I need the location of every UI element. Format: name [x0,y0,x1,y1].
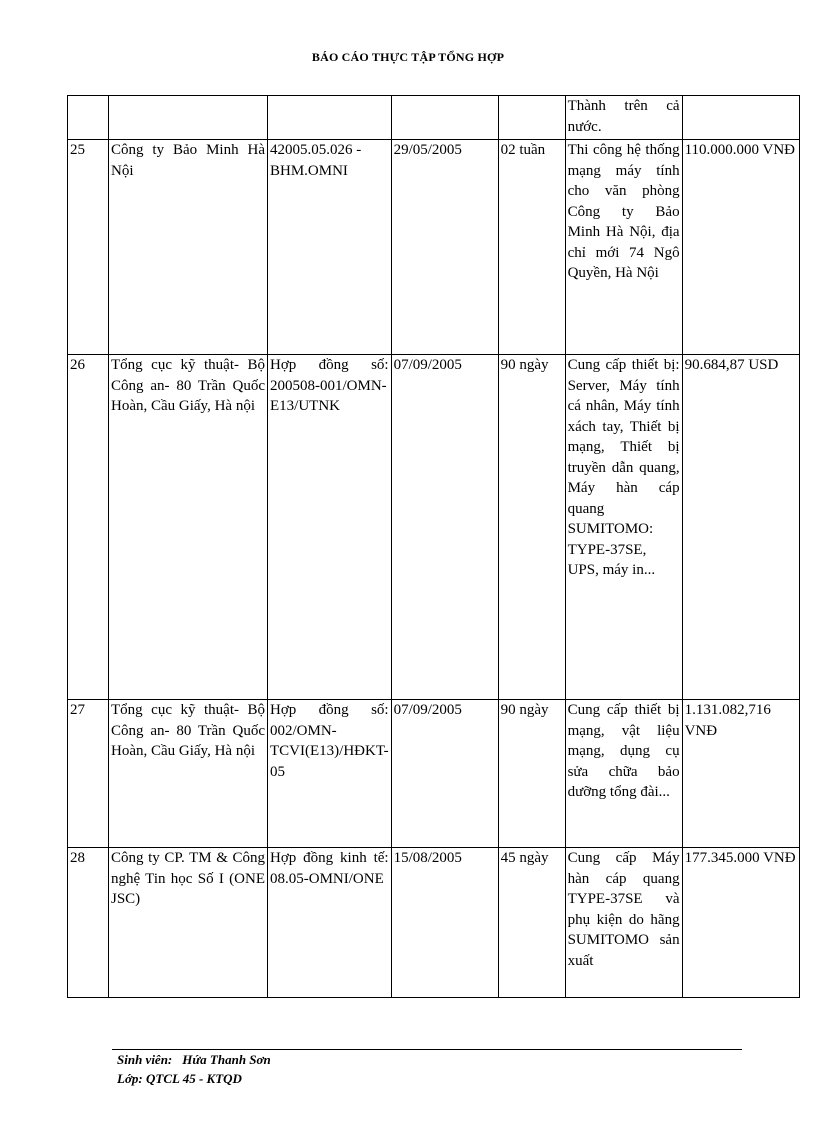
duration-cell: 45 ngày [498,848,565,998]
description-cell: Thi công hệ thống mạng máy tính cho văn phòng Công ty Bảo Minh Hà Nội, địa chỉ mới 74 Ngô Quyền, Hà Nội [565,140,682,355]
page-header-title: BÁO CÁO THỰC TẬP TỔNG HỢP [311,50,505,64]
row-number-cell: 26 [68,355,109,700]
customer-cell [109,96,268,140]
description-cell: Cung cấp Máy hàn cáp quang TYPE-37SE và phụ kiện do hãng SUMITOMO sản xuất [565,848,682,998]
footer-student [117,1052,271,1068]
value-cell: 90.684,87 USD [682,355,799,700]
duration-cell: 90 ngày [498,355,565,700]
table-row [68,848,800,998]
description-cell: Cung cấp thiết bị: Server, Máy tính cá nhân, Máy tính xách tay, Thiết bị mạng, Thiết bị truyền dẫn quang, Máy hàn cáp quang SUMITOMO: TYPE-37SE, UPS, máy in... [565,355,682,700]
contract-number-cell: 42005.05.026 -BHM.OMNI [268,140,392,355]
customer-cell: Tổng cục kỹ thuật- Bộ Công an- 80 Trần Quốc Hoàn, Cầu Giấy, Hà nội [109,700,268,848]
contract-number-cell [268,96,392,140]
student-label: Sinh viên: [117,1052,173,1067]
footer-class: Lớp: QTCL 45 - KTQD [117,1071,242,1086]
duration-cell [498,96,565,140]
value-cell: 1.131.082,716 VNĐ [682,700,799,848]
customer-cell: Công ty Bảo Minh Hà Nội [109,140,268,355]
table-row [68,700,800,848]
row-number-cell [68,96,109,140]
contract-number-cell: Hợp đồng kinh tế: 08.05-OMNI/ONE [268,848,392,998]
description-cell: Cung cấp thiết bị mạng, vật liệu mạng, dụng cụ sửa chữa bảo dưỡng tổng đài... [565,700,682,848]
date-cell [391,96,498,140]
customer-cell: Công ty CP. TM & Công nghệ Tin học Số I (ONE JSC) [109,848,268,998]
footer-divider [112,1049,742,1050]
value-cell: 177.345.000 VNĐ [682,848,799,998]
date-cell: 07/09/2005 [391,355,498,700]
student-name: Hứa Thanh Sơn [182,1052,271,1067]
date-cell: 29/05/2005 [391,140,498,355]
date-cell: 15/08/2005 [391,848,498,998]
table-row [68,96,800,140]
table-row [68,355,800,700]
row-number-cell: 27 [68,700,109,848]
table-row [68,140,800,355]
value-cell [682,96,799,140]
duration-cell: 02 tuần [498,140,565,355]
description-cell: Thành trên cả nước. [565,96,682,140]
date-cell: 07/09/2005 [391,700,498,848]
row-number-cell: 25 [68,140,109,355]
contract-number-cell: Hợp đồng số: 002/OMN-TCVI(E13)/HĐKT-05 [268,700,392,848]
row-number-cell: 28 [68,848,109,998]
value-cell: 110.000.000 VNĐ [682,140,799,355]
duration-cell: 90 ngày [498,700,565,848]
contracts-table [67,95,800,998]
contract-number-cell: Hợp đồng số: 200508-001/OMN-E13/UTNK [268,355,392,700]
customer-cell: Tổng cục kỹ thuật- Bộ Công an- 80 Trần Quốc Hoàn, Cầu Giấy, Hà nội [109,355,268,700]
